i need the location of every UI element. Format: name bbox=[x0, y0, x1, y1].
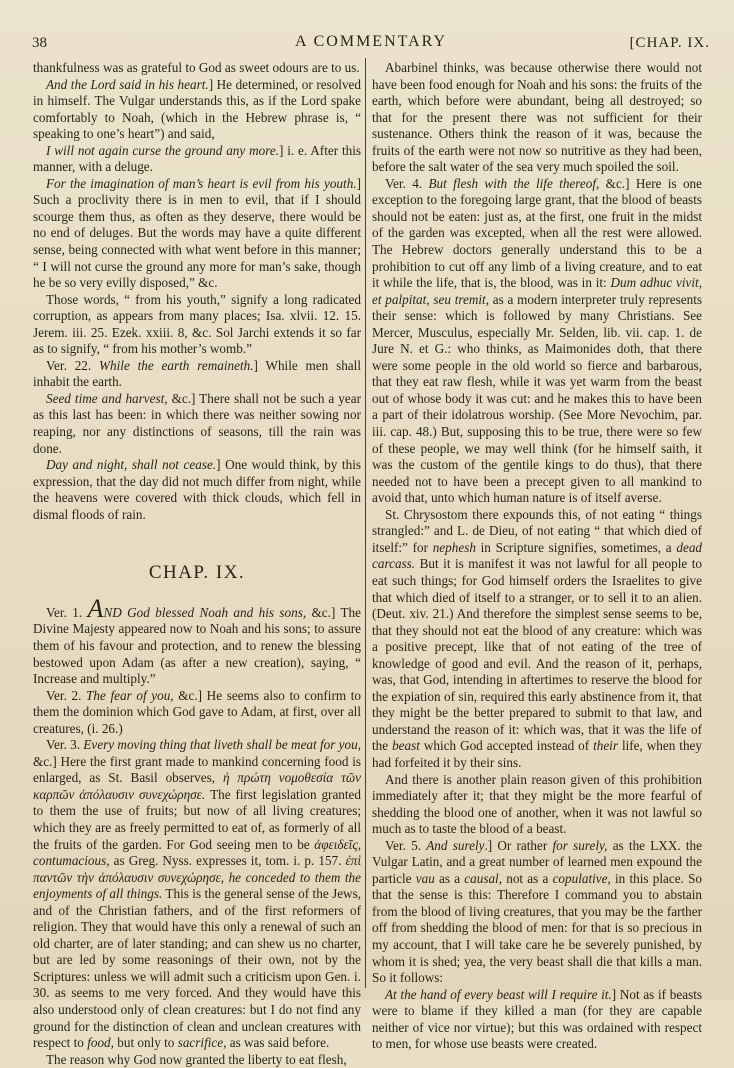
text-run: The first legislation granted to them the use of fruits; but now of all living creatures; which they are as freely permitted to eat of, as formerly of all the fruits of the garden. For God seeing men to be bbox=[33, 786, 361, 852]
text-run: ] He determined, or resolved in himself. The Vulgar understands this, as if the Lord spake comfortably to Noah, (which in the Hebrew phrase is, “ speaking to one’s heart”) and said, bbox=[33, 76, 361, 142]
page-number: 38 bbox=[32, 35, 47, 51]
text-run: Those words, “ from his youth,” signify a long radicated corruption, as appears from many places; Isa. xlvii. 12. 15. Jerem. iii. 25. Ezek. xxiii. 8, &c. Sol Jarchi extends it so far as to signify, “ from his mother’s womb.” bbox=[33, 291, 361, 357]
text-run: ἐπὶ παντῶν τὴν ἀπόλαυσιν συνεχώρησε, he conceded to them the enjoyments of all things. bbox=[33, 853, 361, 902]
right-paragraphs bbox=[372, 60, 702, 1053]
text-run: St. Chrysostom there expounds this, of not eating “ things strangled:” and L. de Dieu, of not eating “ that which died of itself:” for bbox=[372, 506, 702, 555]
paragraph bbox=[33, 77, 361, 143]
text-run: as a bbox=[434, 870, 465, 886]
paragraph bbox=[33, 176, 361, 292]
text-run: as a modern interpreter truly represents their sense: which is followed by many Christians. See Mercer, Musculus, especially Mr. Selden, lib. vii. cap. 1. de Jure N. et G.: who thinks, as Maimonides doth, that there were some people in the old world so fierce and barbarous, that they eat raw flesh, while it was yet warm from the beast out of whose body it was cut: and he makes this to have been a part of their idolatrous worship. (See More Nevochim, par. iii. cap. 48.) But, supposing this to be true, there were so few of these people, we may well think (for he himself saith, it was the custom of the gentile kings to do thus), that there needed not to have been a precept given to all mankind to avoid that, unto which human nature is of itself averse. bbox=[372, 291, 703, 506]
paragraph bbox=[372, 60, 702, 176]
paragraph bbox=[33, 737, 361, 1051]
paragraph bbox=[33, 391, 361, 457]
text-run: And there is another plain reason given of this prohibition immediately after it; that they might be the more fearful of shedding the blood one of another, when it was not lawful so much as to taste the blood of a beast. bbox=[372, 771, 702, 837]
text-run: thankfulness was as grateful to God as sweet odours are to us. bbox=[33, 60, 360, 75]
text-run: I will not again curse the ground any more. bbox=[46, 142, 279, 158]
paragraph bbox=[372, 987, 702, 1053]
text-run: not as a bbox=[502, 870, 553, 886]
text-run: food, bbox=[87, 1035, 114, 1051]
text-run: &c.] Here the first grant made to mankind concerning food is enlarged, as St. Basil observes, bbox=[33, 753, 361, 786]
text-run: &c.] Here is one exception to the foregoing large grant, that the blood of beasts should not be eaten: just as, at the first, one fruit in the midst of the garden was excepted, when all the rest were allowed. The Hebrew doctors generally understand this to be a prohibition to cut off any limb of a living creature, and to eat it while the life, that is, the blood, was in it: bbox=[372, 175, 703, 291]
paragraph bbox=[372, 507, 702, 772]
text-run: Ver. 3. bbox=[46, 737, 84, 753]
text-run: &c.] The Divine Majesty appeared now to Noah and his sons; to assure them of his favour and protection, and to renew the blessing bestowed upon Adam (as after a new creation), saying, “ Increase and multiply.” bbox=[33, 604, 361, 687]
text-run: ] Not as if beasts were to blame if they killed a man (for they are capable neither of vice nor virtue); but this was ordained with respect to men, for whose use beasts were created. bbox=[372, 986, 702, 1052]
text-run: in this place. So that the sense is this: Therefore I command you to abstain from the blood of living creatures, that you may be the farther off from shedding the blood of men: for that is so precious in my account, that I will take care he be severely punished, by whom it is shed; yea, the very beast shall die that kills a man. So it follows: bbox=[372, 870, 702, 986]
text-run: Ver. 4. bbox=[385, 175, 429, 191]
text-run: nephesh bbox=[432, 539, 476, 555]
paragraph bbox=[372, 176, 702, 507]
left-paragraphs-before bbox=[33, 60, 361, 523]
text-run: Every moving thing that liveth shall be meat for you, bbox=[83, 737, 362, 753]
text-run: &c.] There shall not be such a year as this last has been: in which there was neither sowing nor reaping, nor any distinctions of seasons, till the rain was done. bbox=[33, 390, 362, 456]
text-run: While the earth remaineth. bbox=[99, 357, 254, 373]
right-column bbox=[372, 60, 702, 1053]
column-divider bbox=[365, 58, 366, 988]
text-run: ] While men shall inhabit the earth. bbox=[33, 357, 361, 390]
text-run: Abarbinel thinks, was because otherwise there would not have been food enough for Noah and his sons: the fruits of the earth, which before were abundant, being all destroyed; so that for the present there was not sufficient for their sustenance. Others think the reason of it was, because the fruits of the earth were not now so nutritive as they had been, before the salt water of the sea very much spoiled the soil. bbox=[372, 60, 702, 175]
text-run: ] One would think, by this expression, that the day did not much differ from night, while the heavens were covered with thick clouds, which fell in dismal floods of rain. bbox=[33, 457, 361, 522]
paragraph bbox=[33, 457, 361, 523]
paragraph bbox=[33, 358, 361, 391]
paragraph bbox=[33, 1052, 361, 1068]
text-run: ] i. e. After this manner, with a deluge. bbox=[33, 142, 361, 175]
paragraph bbox=[372, 838, 702, 987]
text-run: Ver. 5. bbox=[385, 837, 427, 853]
text-run: life, when they had forfeited it by their sins. bbox=[372, 738, 702, 770]
text-run: which God accepted instead of bbox=[419, 738, 594, 754]
paragraph bbox=[33, 292, 361, 358]
text-run: But flesh with the life thereof, bbox=[428, 175, 600, 191]
text-run: causal, bbox=[464, 870, 503, 886]
text-run: vau bbox=[415, 870, 435, 886]
text-run: dead carcass. bbox=[372, 539, 703, 572]
text-run: But it is manifest it was not lawful for all people to eat such things; for God himself orders the Israelites to give that which died of itself to a stranger, or to sell it to an alien. (Deut. xiv. 21.) And therefore the simplest sense seems to be, that they should not eat the blood of any creature: which was a positive precept, like that of not eating of the tree of knowledge of good and evil. And the reason of it, perhaps, was, that God, intending in aftertimes to reserve the blood for the expiation of sin, required this early abstinence from it, that they might be the better prepared to submit to that law, and understand the reason of it: which was, that it was the life of the bbox=[372, 556, 702, 754]
text-run: copulative, bbox=[552, 870, 611, 886]
text-run: For the imagination of man’s heart is evil from his youth. bbox=[46, 175, 357, 191]
text-run: Ver. 22. bbox=[46, 357, 100, 373]
text-run: Ver. 1. bbox=[46, 604, 88, 620]
text-run: Dum adhuc vivit, et palpitat, seu tremit, bbox=[372, 275, 702, 307]
text-run: Ver. 2. bbox=[46, 687, 87, 703]
running-title: A COMMENTARY bbox=[294, 33, 448, 50]
text-run: The fear of you, bbox=[86, 687, 174, 703]
text-run: And surely bbox=[426, 837, 485, 853]
text-run: in Scripture signifies, sometimes, a bbox=[475, 539, 677, 555]
text-run: sacrifice, bbox=[177, 1035, 227, 1051]
text-run: as was said before. bbox=[226, 1035, 330, 1051]
paragraph bbox=[372, 772, 702, 838]
text-run: ND God blessed Noah and his sons, bbox=[103, 604, 307, 620]
paragraph bbox=[33, 688, 361, 738]
chapter-reference: [CHAP. IX. bbox=[629, 35, 710, 51]
left-column bbox=[33, 60, 361, 1068]
text-run: beast bbox=[392, 738, 420, 754]
text-run: &c.] He seems also to confirm to them the dominion which God gave to Adam, at first, over all creatures, (i. 26.) bbox=[33, 687, 361, 736]
text-run: ] Such a proclivity there is in men to evil, that if I should scourge them thus, as often as they deserve, there would be no end of deluges. But the words may have a quite different sense, being connected with what went before in this manner; “ I will not curse the ground any more for man’s sake, though he be so very evilly disposed,” &c. bbox=[33, 175, 361, 291]
text-run: The reason why God now granted the liberty to eat flesh, bbox=[46, 1051, 347, 1067]
text-run: but only to bbox=[113, 1035, 178, 1051]
paragraph bbox=[33, 593, 361, 688]
paragraph bbox=[33, 60, 361, 77]
text-run: Seed time and harvest, bbox=[46, 390, 168, 406]
text-run: Day and night, shall not cease. bbox=[46, 457, 217, 473]
chapter-heading: CHAP. IX. bbox=[148, 562, 246, 584]
text-run: ἀφειδεῖς, contumacious, bbox=[33, 836, 361, 869]
text-run: ἡ πρώτη νομοθεσία τῶν καρπῶν ἀπόλαυσιν συνεχώρησε. bbox=[33, 770, 361, 802]
text-run: At the hand of every beast will I require it. bbox=[385, 986, 612, 1002]
text-run: their bbox=[593, 738, 618, 754]
text-run: as Greg. Nyss. expresses it, tom. i. p. 157. bbox=[109, 853, 346, 869]
paragraph bbox=[33, 143, 361, 176]
text-run: .] Or rather bbox=[484, 837, 553, 853]
text-run: And the Lord said in his heart. bbox=[46, 76, 209, 92]
left-paragraphs-after bbox=[33, 593, 362, 1068]
running-head bbox=[32, 33, 710, 53]
drop-cap: A bbox=[87, 593, 104, 623]
text-run: This is the general sense of the Jews, and of the Christian fathers, and of the first reformers of religion. They that would have this only a renewal of such an old charter, are of later standing; and can shew us no charter, but are led by some reasonings of their own, not by the Scriptures: unless we will admit such a criticism upon Gen. i. 30. as seems to me very forced. And they would have this also understood only of clean creatures: but I do not find any ground for the distinction of clean and unclean creatures with respect to bbox=[33, 886, 362, 1051]
text-run: for surely, bbox=[552, 837, 608, 853]
text-run: as the LXX. the Vulgar Latin, and a great number of learned men expound the particle bbox=[372, 837, 702, 886]
